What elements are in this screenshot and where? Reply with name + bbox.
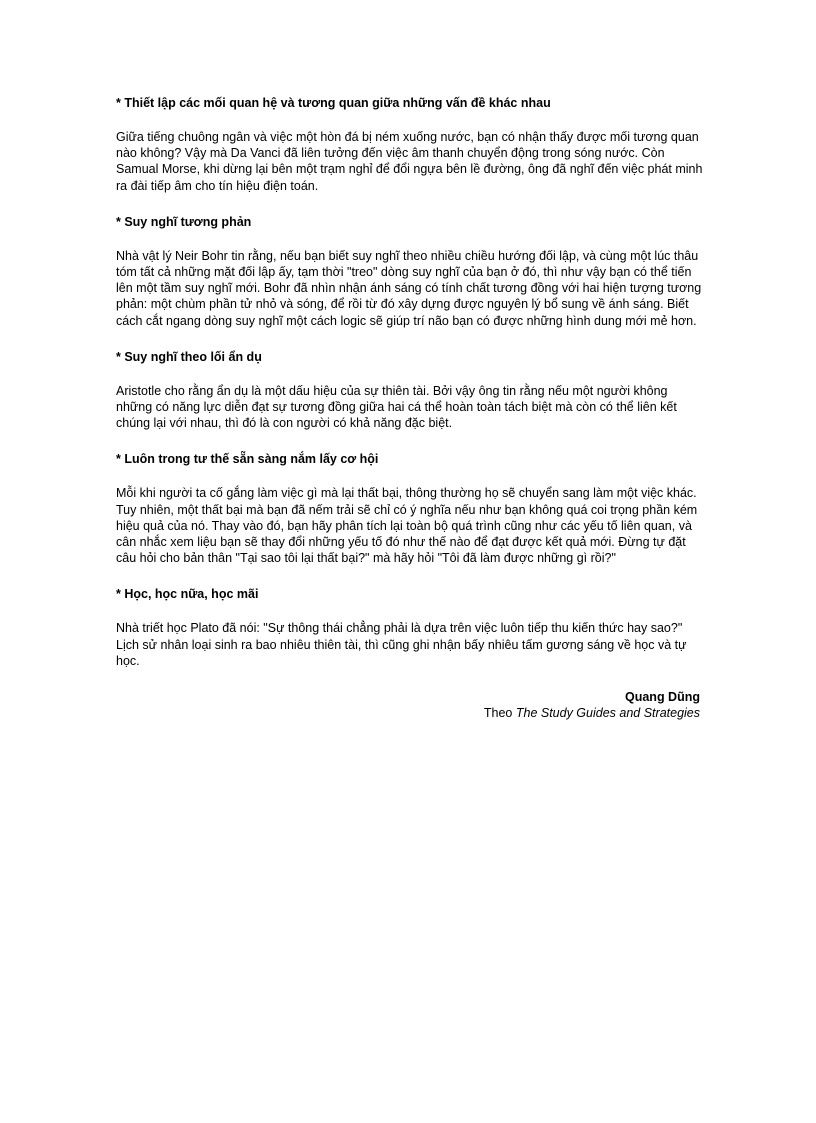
section-metaphor-thinking bbox=[116, 349, 704, 432]
source-line bbox=[116, 705, 700, 721]
section-body: Mỗi khi người ta cố gắng làm việc gì mà lại thất bại, thông thường họ sẽ chuyển sang làm một việc khác. Tuy nhiên, một thất bại mà bạn đã nếm trải sẽ chỉ có ý nghĩa nếu như bạn không quá coi trọng phần kém hiệu quả của nó. Thay vào đó, bạn hãy phân tích lại toàn bộ quá trình cũng như các yếu tố liên quan, và cân nhắc xem liệu bạn sẽ thay đổi những yếu tố đó như thế nào để đạt được kết quả mới. Đừng tự đặt câu hỏi cho bản thân "Tại sao tôi lại thất bại?" mà hãy hỏi "Tôi đã làm được những gì rồi?" bbox=[116, 486, 698, 566]
section-relationships bbox=[116, 95, 704, 194]
section-heading: * Suy nghĩ theo lối ẩn dụ bbox=[116, 349, 262, 364]
author-name: Quang Dũng bbox=[625, 690, 700, 705]
source-prefix: Theo bbox=[483, 706, 516, 721]
section-lifelong-learning bbox=[116, 586, 704, 669]
section-heading: * Luôn trong tư thế sẵn sàng nắm lấy cơ hội bbox=[116, 452, 379, 467]
document-page bbox=[116, 95, 704, 721]
section-opportunity bbox=[116, 451, 704, 566]
source-title: The Study Guides and Strategies bbox=[515, 706, 700, 721]
section-contrast-thinking bbox=[116, 214, 704, 329]
section-body: Giữa tiếng chuông ngân và việc một hòn đá bị ném xuống nước, bạn có nhận thấy được mối tương quan nào không? Vậy mà Da Vanci đã liên tưởng đến việc âm thanh chuyển động trong sóng nước. Còn Samual Morse, khi dừng lại bên một trạm nghỉ để đổi ngựa bên lề đường, ông đã nghĩ đến việc phát minh ra đài tiếp âm cho tín hiệu điện toán. bbox=[116, 130, 703, 193]
signature-block bbox=[116, 689, 704, 721]
section-heading: * Suy nghĩ tương phản bbox=[116, 214, 252, 229]
section-heading: * Thiết lập các mối quan hệ và tương quan giữa những vấn đề khác nhau bbox=[116, 96, 551, 110]
section-heading: * Học, học nữa, học mãi bbox=[116, 587, 259, 602]
section-body: Nhà triết học Plato đã nói: "Sự thông thái chẳng phải là dựa trên việc luôn tiếp thu kiến thức hay sao?" Lịch sử nhân loại sinh ra bao nhiêu thiên tài, thì cũng ghi nhận bấy nhiêu tấm gương sáng về học và tự học. bbox=[116, 621, 687, 668]
section-body: Nhà vật lý Neir Bohr tin rằng, nếu bạn biết suy nghĩ theo nhiều chiều hướng đối lập, và cùng một lúc thâu tóm tất cả những mặt đối lập ấy, tạm thời "treo" dòng suy nghĩ của bạn ở đó, thì như vậy bạn có thể tiến lên một tầm suy nghĩ mới. Bohr đã nhìn nhận ánh sáng có tính chất tương đồng với hai hiện tượng tương phản: một chùm phần tử nhỏ và sóng, để rồi từ đó xây dựng được nguyên lý bổ sung về ánh sáng. Biết cách cắt ngang dòng suy nghĩ một cách logic sẽ giúp trí não bạn có được những hình dung mới mẻ hơn. bbox=[116, 248, 702, 328]
section-body: Aristotle cho rằng ẩn dụ là một dấu hiệu của sự thiên tài. Bởi vậy ông tin rằng nếu một người không những có năng lực diễn đạt sự tương đồng giữa hai cá thể hoàn toàn tách biệt mà còn có thể liên kết chúng lại với nhau, thì đó là con người có khả năng đặc biệt. bbox=[116, 383, 677, 431]
